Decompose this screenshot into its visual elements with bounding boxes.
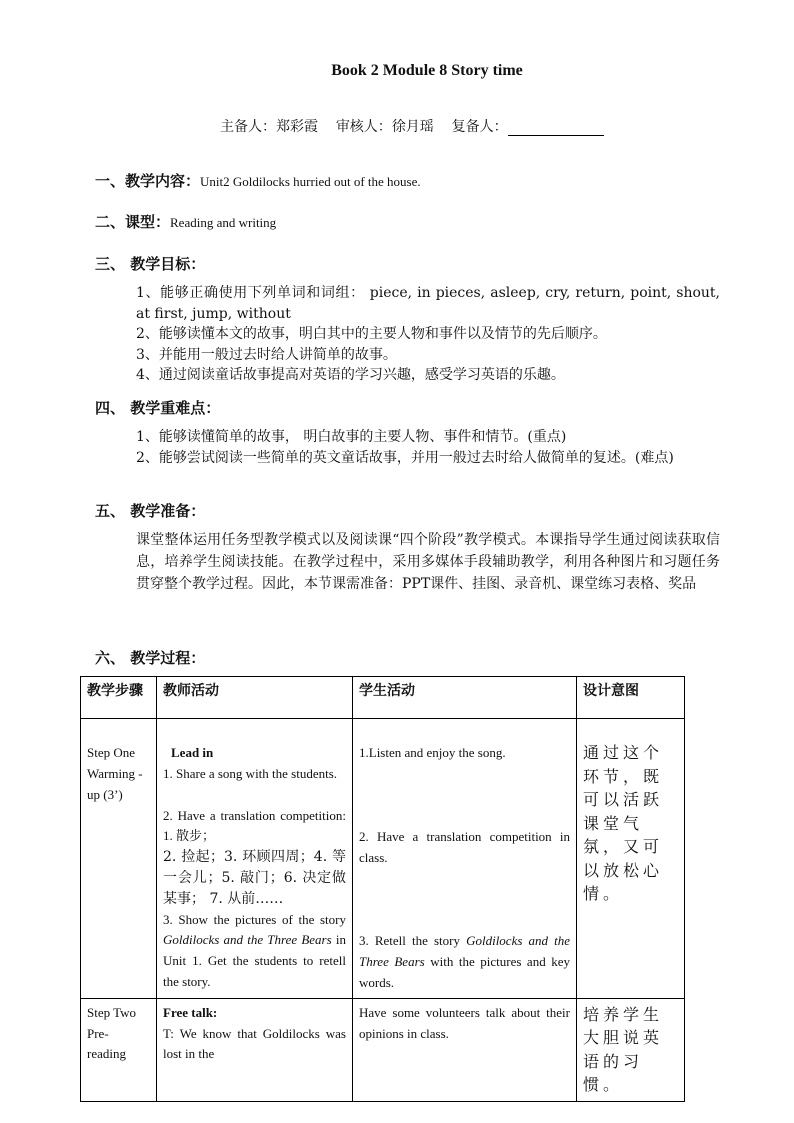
teacher-activity-item: 2. Have a translation competition: 1. 散步；: [163, 807, 346, 844]
section-lesson-type-value: Reading and writing: [170, 215, 277, 230]
student-activity-item: [359, 931, 570, 993]
objective-item: 4、通过阅读童话故事提高对英语的学习兴趣，感受学习英语的乐趣。: [136, 367, 565, 383]
step-cell: [81, 719, 157, 999]
section-lesson-type: [95, 211, 276, 232]
table-row: [81, 719, 685, 999]
story-title: Goldilocks and the Three Bears: [359, 933, 570, 970]
student-activity-text: with the pictures and key words.: [359, 954, 570, 990]
table-row: [81, 998, 685, 1101]
co-preparer-blank: [508, 121, 604, 136]
header-step: 教学步骤: [81, 677, 157, 719]
teacher-activity-heading: Lead in: [171, 745, 214, 760]
document-title: Book 2 Module 8 Story time: [331, 62, 523, 79]
table-header-row: [81, 677, 685, 719]
section-lesson-type-heading: 二、课型：: [95, 213, 171, 231]
preparers-line: [220, 116, 604, 136]
reviewer-label: 审核人：: [335, 119, 392, 135]
story-title: Goldilocks and the Three Bears: [163, 932, 332, 948]
student-activity-item: 2. Have a translation competition in class.: [359, 828, 570, 865]
section-preparation-heading: [95, 500, 205, 521]
keypoints-heading-text: 四、 教学重难点：: [95, 399, 221, 417]
student-activity-text: 3. Retell the story: [359, 933, 467, 949]
section-content-value: Unit2 Goldilocks hurried out of the house.: [200, 174, 421, 189]
intent-text: 培养学生大胆说英语的习惯。: [583, 1004, 664, 1095]
teacher-cell: [157, 719, 353, 999]
teacher-cell: [157, 998, 353, 1101]
student-cell: [353, 719, 577, 999]
keypoint-item: 1、能够读懂简单的故事， 明白故事的主要人物、事件和情节。(重点): [136, 429, 567, 445]
process-heading-text: 六、 教学过程：: [95, 649, 206, 667]
intent-cell: [577, 719, 685, 999]
section-keypoints-heading: [95, 397, 220, 418]
student-cell: [353, 998, 577, 1101]
teacher-activity-item: T: We know that Goldilocks was lost in the: [163, 1025, 346, 1062]
main-preparer-name: 郑彩霞: [276, 119, 318, 135]
section-process-heading: [95, 647, 205, 668]
teacher-activity-item: 2. 捡起；3. 环顾四周；4. 等一会儿；5. 敲门；6. 决定做某事； 7. 从前……: [163, 849, 346, 907]
teacher-activity-heading: Free talk:: [163, 1004, 218, 1020]
keypoints-list: [136, 427, 720, 468]
preparation-text: [136, 529, 720, 595]
teacher-activity-item: 1. Share a song with the students.: [163, 765, 338, 781]
header-student: 学生活动: [353, 677, 577, 719]
teacher-activity-text: in Unit 1. Get the students to retell the story.: [163, 932, 346, 989]
objective-item: 2、能够读懂本文的故事，明白其中的主要人物和事件以及情节的先后顺序。: [136, 326, 607, 342]
main-preparer-label: 主备人：: [220, 119, 276, 135]
teacher-activity-item: [163, 910, 346, 993]
preparation-paragraph: 课堂整体运用任务型教学模式以及阅读课“四个阶段”教学模式。本课指导学生通过阅读获取信息，培养学生阅读技能。在教学过程中，采用多媒体手段辅助教学，利用各种图片和习题任务贯穿整个教学过程。因此，本节课需准备：PPT课件、挂图、录音机、课堂练习表格、奖品: [136, 532, 720, 592]
intent-text: 通过这个环节，既可以活跃课堂气氛，又可以放松心情。: [583, 743, 664, 903]
section-content-heading: 一、教学内容：: [95, 172, 201, 190]
section-content: [95, 170, 421, 191]
objectives-heading-text: 三、 教学目标：: [95, 255, 206, 273]
objective-item: 1、能够正确使用下列单词和词组： piece, in pieces, asleep, cry, return, point, shout, at first, jump, without: [136, 285, 720, 322]
objectives-list: [136, 283, 720, 386]
step-cell: [81, 998, 157, 1101]
objective-item: 3、并能用一般过去时给人讲简单的故事。: [136, 346, 397, 363]
teaching-process-table: [80, 676, 685, 1102]
step-text: Step One Warming -up (3’): [87, 745, 143, 802]
reviewer-name: 徐月瑶: [391, 119, 434, 135]
co-preparer-label: 复备人：: [451, 119, 508, 135]
section-objectives-heading: [95, 253, 205, 274]
student-activity-item: Have some volunteers talk about their opinions in class.: [359, 1004, 570, 1041]
step-text: Step Two Pre-reading: [87, 1004, 137, 1062]
header-teacher: 教师活动: [157, 677, 353, 719]
preparation-heading-text: 五、 教学准备：: [95, 502, 206, 520]
intent-cell: [577, 998, 685, 1101]
keypoint-item: 2、能够尝试阅读一些简单的英文童话故事，并用一般过去时给人做简单的复述。(难点): [136, 449, 674, 466]
header-intent: 设计意图: [577, 677, 685, 719]
student-activity-item: 1.Listen and enjoy the song.: [359, 745, 506, 760]
teacher-activity-text: 3. Show the pictures of the story: [163, 911, 346, 927]
